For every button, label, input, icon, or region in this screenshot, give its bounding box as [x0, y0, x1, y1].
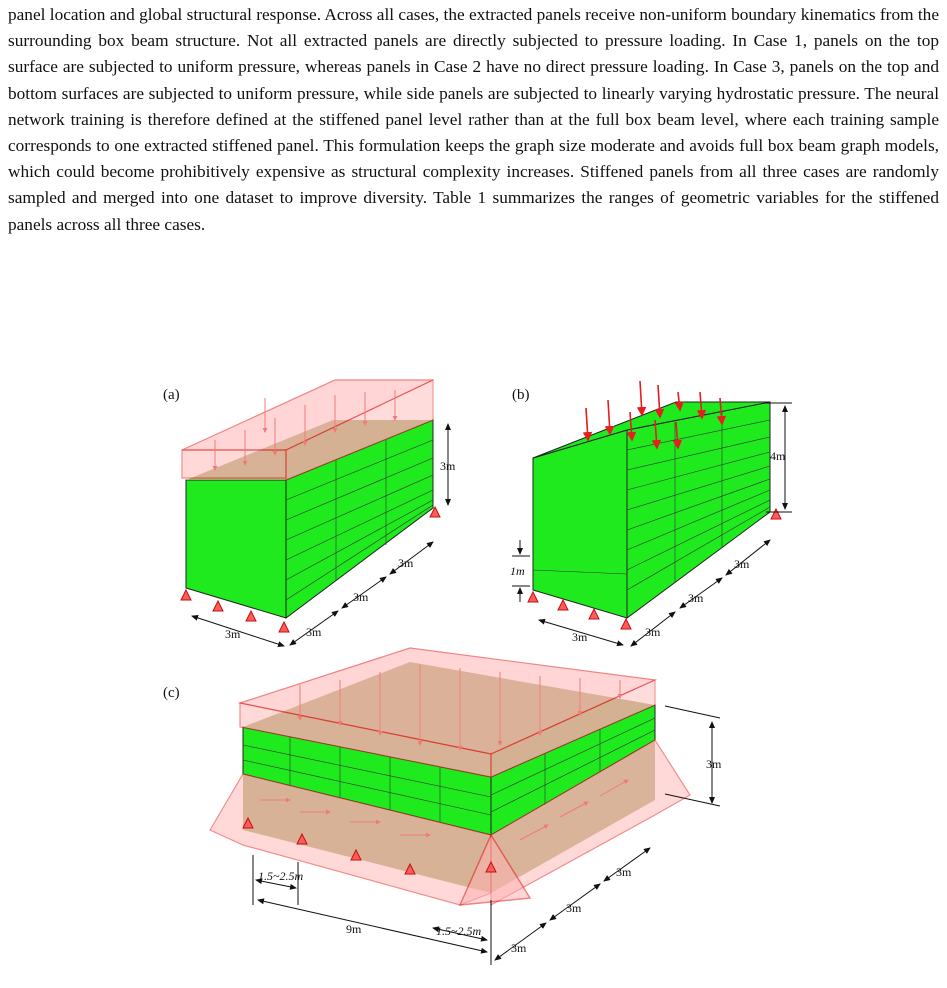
panel-c-dim-width: 9m: [346, 922, 362, 936]
panel-c-label: (c): [163, 685, 180, 701]
panel-c-dim-len3: 3m: [616, 865, 632, 879]
panel-a-dim-len2: 3m: [353, 590, 369, 604]
panel-c-dim-len2: 3m: [566, 901, 582, 915]
panel-a-dim-len1: 3m: [306, 625, 322, 639]
panel-a-label: (a): [163, 387, 180, 403]
panel-b-dim-len2: 3m: [688, 591, 704, 605]
panel-c-dim-height: 3m: [706, 757, 722, 771]
panel-b-dim-len1: 3m: [645, 625, 661, 639]
panel-c-dim-bilge-left: 1.5~2.5m: [258, 869, 304, 883]
panel-b-label: (b): [512, 387, 530, 403]
panel-b-dim-width: 3m: [572, 630, 588, 644]
body-paragraph: panel location and global structural response. Across all cases, the extracted panels receive non-uniform boundary kinematics from the surrounding box beam structure. Not all extracted panels are directly subjected to pressure loading. In Case 1, panels on the top surface are subjected to uniform pressure, whereas panels in Case 2 have no direct pressure loading. In Case 3, panels on the top and bottom surfaces are subjected to uniform pressure, while side panels are subjected to linearly varying hydrostatic pressure. The neural network training is therefore defined at the stiffened panel level rather than at the full box beam level, where each training sample corresponds to one extracted stiffened panel. This formulation keeps the graph size moderate and avoids full box beam graph models, which could become prohibitively expensive as structural complexity increases. Stiffened panels from all three cases are randomly sampled and merged into one dataset to improve diversity. Table 1 summarizes the ranges of geometric variables for the stiffened panels across all three cases.: [8, 5, 939, 234]
panel-b-dim-height: 4m: [770, 449, 786, 463]
panel-c: [163, 648, 722, 965]
panel-b: [510, 381, 792, 646]
panel-b-dim-len3: 3m: [734, 557, 750, 571]
panel-a-dim-width: 3m: [225, 627, 241, 641]
panel-b-dim-small: 1m: [510, 564, 525, 578]
panel-a: [163, 380, 456, 646]
panel-a-dim-len3: 3m: [398, 556, 414, 570]
panel-a-dim-height: 3m: [440, 459, 456, 473]
panel-b-side-face: [627, 402, 770, 618]
panel-a-front-face: [186, 480, 286, 618]
panel-b-front-face: [533, 430, 627, 618]
panel-c-dim-bilge-right: 1.5~2.5m: [436, 924, 482, 938]
panel-c-dim-len1: 3m: [511, 941, 527, 955]
